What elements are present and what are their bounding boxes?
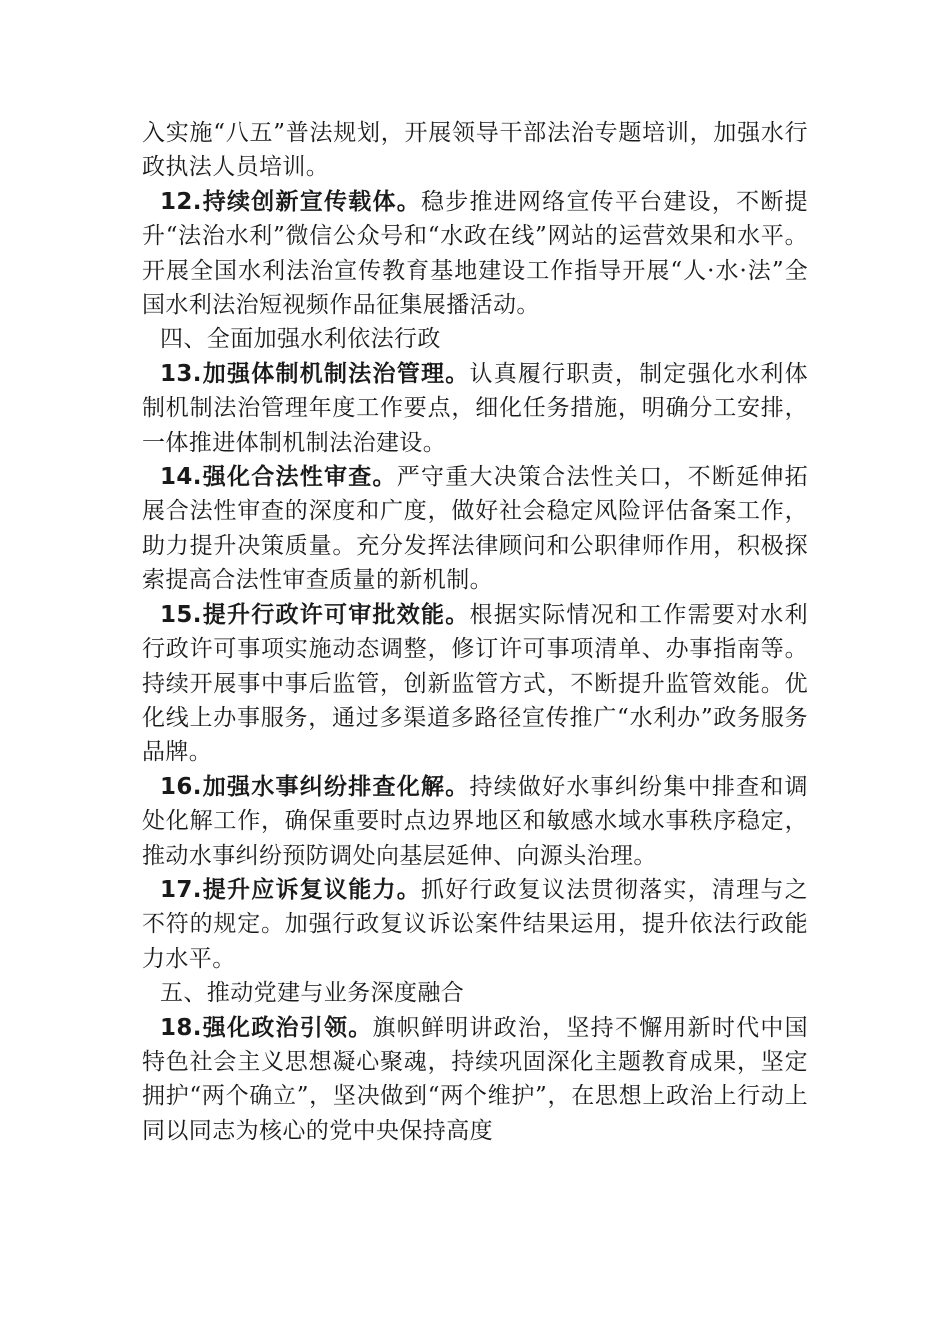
paragraph-item-17 xyxy=(142,873,808,976)
paragraph-body: 抓好行政复议法贯彻落实，清理与之不符的规定。加强行政复议诉讼案件结果运用，提升依法行政能力水平。 xyxy=(142,876,808,972)
paragraph-body: 认真履行职责，制定强化水利体制机制法治管理年度工作要点，细化任务措施，明确分工安排，一体推进体制机制法治建设。 xyxy=(142,360,808,456)
section-heading-5: 五、推动党建与业务深度融合 xyxy=(160,980,465,1007)
paragraph-item-12 xyxy=(142,185,808,323)
paragraph-item-13 xyxy=(142,357,808,460)
paragraph-item-15 xyxy=(142,598,808,770)
item-heading: 12.持续创新宣传载体。 xyxy=(160,188,421,215)
paragraph-continued xyxy=(142,116,808,185)
item-heading: 13.加强体制机制法治管理。 xyxy=(160,360,470,387)
paragraph-body: 旗帜鲜明讲政治，坚持不懈用新时代中国特色社会主义思想凝心聚魂，持续巩固深化主题教育成果，坚定拥护“两个确立”，坚决做到“两个维护”，在思想上政治上行动上同以同志为核心的党中央保持高度 xyxy=(142,1014,808,1144)
paragraph-body: 入实施“八五”普法规划，开展领导干部法治专题培训，加强水行政执法人员培训。 xyxy=(142,120,808,181)
item-heading: 14.强化合法性审查。 xyxy=(160,464,397,491)
paragraph-item-18 xyxy=(142,1011,808,1149)
paragraph-body: 根据实际情况和工作需要对水利行政许可事项实施动态调整，修订许可事项清单、办事指南等。持续开展事中事后监管，创新监管方式，不断提升监管效能。优化线上办事服务，通过多渠道多路径宣传推广“水利办”政务服务品牌。 xyxy=(142,601,808,766)
document-page xyxy=(142,116,808,1148)
item-heading: 17.提升应诉复议能力。 xyxy=(160,876,421,903)
paragraph-body: 稳步推进网络宣传平台建设，不断提升“法治水利”微信公众号和“水政在线”网站的运营效果和水平。开展全国水利法治宣传教育基地建设工作指导开展“人·水·法”全国水利法治短视频作品征集展播活动。 xyxy=(142,188,808,319)
item-heading: 18.强化政治引领。 xyxy=(160,1014,373,1041)
paragraph-body: 严守重大决策合法性关口，不断延伸拓展合法性审查的深度和广度，做好社会稳定风险评估备案工作，助力提升决策质量。充分发挥法律顾问和公职律师作用，积极探索提高合法性审查质量的新机制。 xyxy=(142,464,808,594)
section-heading-4: 四、全面加强水利依法行政 xyxy=(160,326,441,353)
item-heading: 16.加强水事纠纷排查化解。 xyxy=(160,773,470,800)
item-heading: 15.提升行政许可审批效能。 xyxy=(160,601,470,628)
paragraph-body: 持续做好水事纠纷集中排查和调处化解工作，确保重要时点边界地区和敏感水域水事秩序稳定，推动水事纠纷预防调处向基层延伸、向源头治理。 xyxy=(142,773,808,869)
paragraph-item-14 xyxy=(142,460,808,598)
paragraph-item-16 xyxy=(142,770,808,873)
